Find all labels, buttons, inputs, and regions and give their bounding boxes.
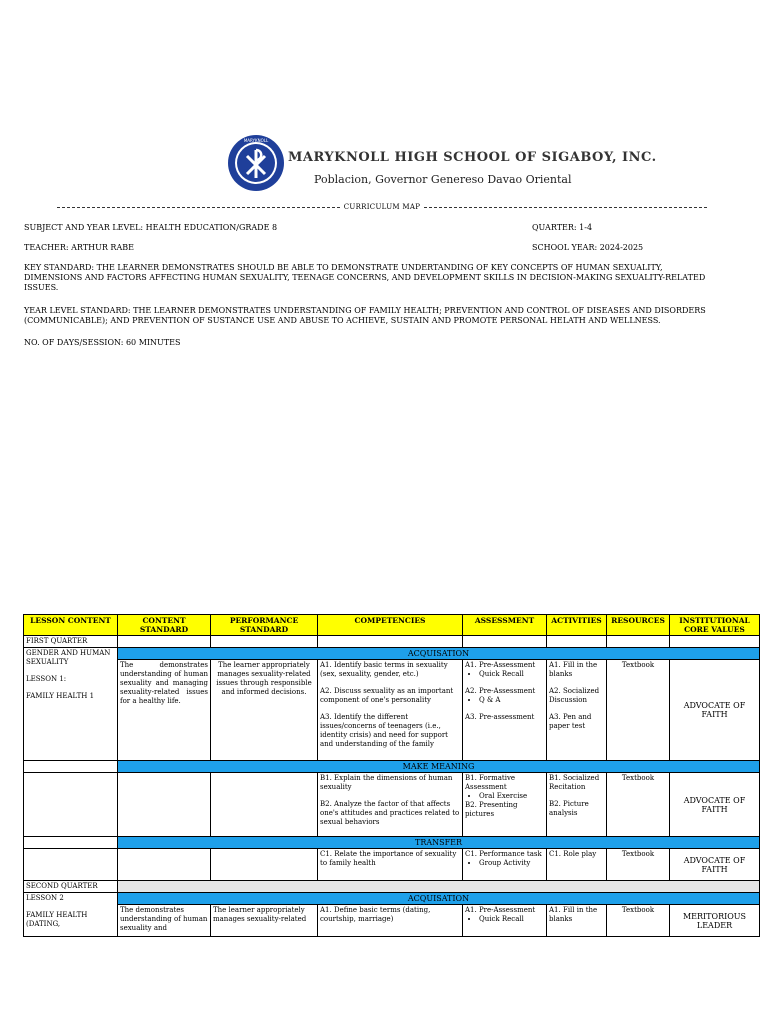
resources-cell: Textbook bbox=[607, 773, 670, 837]
activity-a1: A1. Fill in the blanks bbox=[549, 661, 598, 678]
band-row bbox=[24, 893, 760, 905]
table-row bbox=[24, 905, 760, 937]
lesson-topic: GENDER AND HUMAN SEXUALITY bbox=[26, 649, 111, 666]
competencies-cell bbox=[318, 660, 463, 761]
document-title-rule bbox=[57, 203, 707, 211]
assessment-b1: B1. Formative Assessment bbox=[465, 774, 516, 791]
activity-a3: A3. Pen and paper test bbox=[549, 713, 592, 730]
competency-b2: B2. Analyze the factor of that affects one's attitudes and practices related to sexual behaviors bbox=[320, 800, 460, 826]
activities-cell bbox=[547, 773, 607, 837]
assessment-c1: C1. Performance task bbox=[465, 850, 542, 858]
assessment-b2: B2. Presenting pictures bbox=[465, 801, 518, 818]
header-core-values: INSTITUTIONAL CORE VALUES bbox=[670, 615, 760, 636]
performance-standard-cell: The learner appropriately manages sexuality-related bbox=[211, 905, 318, 937]
band-row bbox=[24, 761, 760, 773]
acquisition-band: ACQUISATION bbox=[118, 648, 760, 660]
key-standard: KEY STANDARD: THE LEARNER DEMONSTRATES SHOULD BE ABLE TO DEMONSTRATE UNDERTANDING OF KEY CONCEPTS OF HUMAN SEXUALITY, DIMENSIONS AND FACTORS AFFECTING HUMAN SEXUALITY, TEENAGE CONCERNS, AND DEVELOPMENT SKILLS IN DECISION-MAKING SEXUALITY-RELATED ISSUES. bbox=[24, 263, 706, 292]
assessment-c1-item: • Group Activity bbox=[479, 859, 544, 868]
activities-cell: A1. Fill in the blanks bbox=[547, 905, 607, 937]
table-row bbox=[24, 660, 760, 761]
lesson-content-cell bbox=[24, 648, 118, 761]
core-value-cell: ADVOCATE OF FAITH bbox=[670, 849, 760, 881]
quarter-row bbox=[24, 881, 760, 893]
core-value-cell: MERITORIOUS LEADER bbox=[670, 905, 760, 937]
lesson-number: LESSON 1: bbox=[26, 675, 67, 683]
school-seal-icon bbox=[227, 134, 285, 192]
activity-b2: B2. Picture analysis bbox=[549, 800, 589, 817]
assessment-a1: A1. Pre-Assessment bbox=[465, 661, 536, 669]
header-activities: ACTIVITIES bbox=[547, 615, 607, 636]
band-row bbox=[24, 837, 760, 849]
quarter-label: FIRST QUARTER bbox=[24, 636, 118, 648]
assessment-cell bbox=[463, 660, 547, 761]
assessment-cell bbox=[463, 905, 547, 937]
header-lesson-content: LESSON CONTENT bbox=[24, 615, 118, 636]
header-performance-standard: PERFORMANCE STANDARD bbox=[211, 615, 318, 636]
content-standard-cell: The demonstrates understanding of human sexuality and bbox=[118, 905, 211, 937]
acquisition-band: ACQUISATION bbox=[118, 893, 760, 905]
assessment-b1-item: • Oral Exercise bbox=[479, 792, 544, 801]
header-assessment: ASSESSMENT bbox=[463, 615, 547, 636]
competencies-cell: A1. Define basic terms (dating, courtship, marriage) bbox=[318, 905, 463, 937]
document-title: CURRICULUM MAP bbox=[343, 203, 421, 211]
assessment-a2-item: • Q & A bbox=[479, 696, 544, 705]
curriculum-map-table bbox=[23, 614, 760, 937]
activities-cell: C1. Role play bbox=[547, 849, 607, 881]
school-name: MARYKNOLL HIGH SCHOOL OF SIGABOY, INC. bbox=[288, 150, 657, 165]
core-value-cell: ADVOCATE OF FAITH bbox=[670, 660, 760, 761]
subject-line: SUBJECT AND YEAR LEVEL: HEALTH EDUCATION/GRADE 8 bbox=[24, 223, 278, 232]
table-row bbox=[24, 773, 760, 837]
core-value-cell: ADVOCATE OF FAITH bbox=[670, 773, 760, 837]
school-address: Poblacion, Governor Genereso Davao Oriental bbox=[314, 173, 572, 186]
performance-standard-cell: The learner appropriately manages sexuality-related issues through responsible and informed decisions. bbox=[211, 660, 318, 761]
table-header-row bbox=[24, 615, 760, 636]
transfer-band: TRANSFER bbox=[118, 837, 760, 849]
activities-cell bbox=[547, 660, 607, 761]
assessment-a1: A1. Pre-Assessment bbox=[465, 906, 536, 914]
assessment-a3: A3. Pre-assessment bbox=[465, 713, 535, 721]
assessment-cell bbox=[463, 849, 547, 881]
band-row bbox=[24, 648, 760, 660]
activity-a2: A2. Socialized Discussion bbox=[549, 687, 600, 704]
header-content-standard: CONTENT STANDARD bbox=[118, 615, 211, 636]
quarter-line: QUARTER: 1-4 bbox=[532, 223, 593, 232]
assessment-cell bbox=[463, 773, 547, 837]
competency-a2: A2. Discuss sexuality as an important component of one's personality bbox=[320, 687, 454, 704]
competencies-cell bbox=[318, 773, 463, 837]
competency-b1: B1. Explain the dimensions of human sexuality bbox=[320, 774, 453, 791]
assessment-a2: A2. Pre-Assessment bbox=[465, 687, 536, 695]
teacher-line: TEACHER: ARTHUR RABE bbox=[24, 243, 134, 252]
lesson-content-cell bbox=[24, 893, 118, 937]
resources-cell: Textbook bbox=[607, 849, 670, 881]
assessment-a1-item: • Quick Recall bbox=[479, 670, 544, 679]
header-competencies: COMPETENCIES bbox=[318, 615, 463, 636]
content-standard-cell: The demonstrates understanding of human sexuality and managing sexuality-related issues for a healthy life. bbox=[118, 660, 211, 761]
quarter-row bbox=[24, 636, 760, 648]
assessment-a1-item: • Quick Recall bbox=[479, 915, 544, 924]
resources-cell: Textbook bbox=[607, 905, 670, 937]
competency-a1: A1. Identify basic terms in sexuality (sex, sexuality, gender, etc.) bbox=[320, 661, 448, 678]
table-row bbox=[24, 849, 760, 881]
days-session-line: NO. OF DAYS/SESSION: 60 MINUTES bbox=[24, 338, 181, 347]
svg-text:MARYKNOLL: MARYKNOLL bbox=[243, 138, 269, 143]
quarter-label: SECOND QUARTER bbox=[24, 881, 118, 893]
activity-b1: B1. Socialized Recitation bbox=[549, 774, 600, 791]
lesson-name: FAMILY HEALTH (DATING, bbox=[26, 911, 88, 928]
competencies-cell: C1. Relate the importance of sexuality to family health bbox=[318, 849, 463, 881]
header-resources: RESOURCES bbox=[607, 615, 670, 636]
resources-cell: Textbook bbox=[607, 660, 670, 761]
school-year-line: SCHOOL YEAR: 2024-2025 bbox=[532, 243, 644, 252]
make-meaning-band: MAKE MEANING bbox=[118, 761, 760, 773]
lesson-name: FAMILY HEALTH 1 bbox=[26, 692, 95, 700]
lesson-number: LESSON 2 bbox=[26, 894, 64, 902]
year-level-standard: YEAR LEVEL STANDARD: THE LEARNER DEMONSTRATES UNDERSTANDING OF FAMILY HEALTH; PREVENTION AND CONTROL OF DISEASES AND DISORDERS (COMMUNICABLE); AND PREVENTION OF SUSTANCE USE AND ABUSE TO ACHIEVE, SUSTAIN AND PROMOTE PERSONAL HELATH AND WELLNESS. bbox=[24, 306, 706, 325]
competency-a3: A3. Identify the different issues/concerns of teenagers (i.e., identity crisis) and need for support and understanding of the family bbox=[320, 713, 448, 748]
